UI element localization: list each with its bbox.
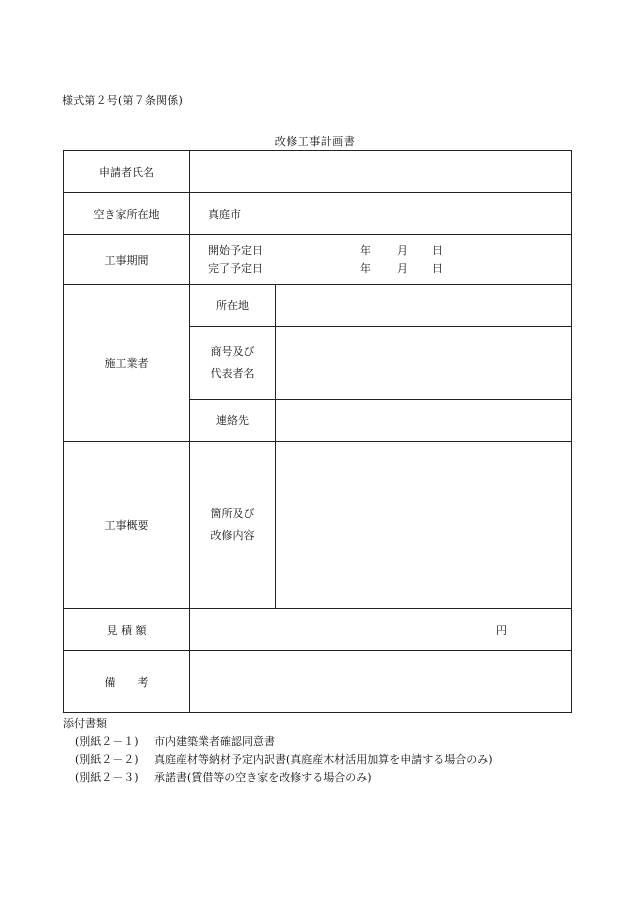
contractor-trade-name-field[interactable] bbox=[276, 327, 572, 400]
end-year-unit: 年 bbox=[360, 261, 371, 275]
contractor-trade-name-label bbox=[190, 327, 276, 400]
start-year-unit: 年 bbox=[360, 243, 371, 257]
remarks-label: 備 考 bbox=[64, 651, 190, 713]
construction-period-label: 工事期間 bbox=[64, 235, 190, 285]
vacant-house-location-field[interactable]: 真庭市 bbox=[190, 193, 572, 235]
contractor-label: 施工業者 bbox=[64, 285, 190, 442]
attachment-item bbox=[63, 733, 493, 751]
attachment-text: 承諾書(賃借等の空き家を改修する場合のみ) bbox=[154, 771, 372, 784]
estimate-label: 見 積 額 bbox=[64, 609, 190, 651]
yen-unit: 円 bbox=[496, 623, 507, 637]
contractor-location-label: 所在地 bbox=[190, 285, 276, 327]
end-month-unit: 月 bbox=[397, 261, 408, 275]
address-row bbox=[64, 193, 572, 235]
start-day-unit: 日 bbox=[432, 243, 443, 257]
construction-overview-label: 工事概要 bbox=[64, 442, 190, 609]
start-month-unit: 月 bbox=[397, 243, 408, 257]
contractor-location-field[interactable] bbox=[276, 285, 572, 327]
attachment-code: (別紙２－１) bbox=[75, 735, 139, 748]
overview-row bbox=[64, 442, 572, 609]
overview-sub-label bbox=[190, 442, 276, 609]
applicant-row bbox=[64, 151, 572, 193]
estimate-row bbox=[64, 609, 572, 651]
attachments-section bbox=[63, 715, 493, 787]
attachment-text: 市内建築業者確認同意書 bbox=[154, 735, 275, 748]
construction-overview-field[interactable] bbox=[276, 442, 572, 609]
attachments-heading: 添付書類 bbox=[63, 717, 107, 730]
construction-period-field[interactable] bbox=[190, 235, 572, 285]
start-date-line bbox=[208, 242, 571, 260]
attachment-item bbox=[63, 751, 493, 769]
attachment-text: 真庭産材等納材予定内訳書(真庭産木材活用加算を申請する場合のみ) bbox=[154, 753, 493, 766]
overview-sub-line2: 改修内容 bbox=[210, 529, 255, 542]
start-date-label: 開始予定日 bbox=[208, 243, 263, 257]
end-day-unit: 日 bbox=[432, 261, 443, 275]
end-date-line bbox=[208, 260, 571, 278]
remarks-field[interactable] bbox=[190, 651, 572, 713]
attachment-item bbox=[63, 769, 493, 787]
overview-sub-line1: 箇所及び bbox=[210, 507, 255, 520]
estimate-field[interactable] bbox=[190, 609, 572, 651]
contractor-contact-label: 連絡先 bbox=[190, 400, 276, 442]
vacant-house-location-label: 空き家所在地 bbox=[64, 193, 190, 235]
remarks-row bbox=[64, 651, 572, 713]
period-row bbox=[64, 235, 572, 285]
end-date-label: 完了予定日 bbox=[208, 261, 263, 275]
attachment-code: (別紙２－３) bbox=[75, 771, 139, 784]
contractor-name-line1: 商号及び bbox=[210, 345, 255, 358]
contractor-name-line2: 代表者名 bbox=[210, 367, 255, 380]
form-number: 様式第２号(第７条関係) bbox=[62, 94, 183, 107]
contractor-contact-field[interactable] bbox=[276, 400, 572, 442]
document-title: 改修工事計画書 bbox=[274, 135, 356, 148]
attachment-code: (別紙２－２) bbox=[75, 753, 139, 766]
applicant-name-label: 申請者氏名 bbox=[64, 151, 190, 193]
contractor-location-row bbox=[64, 285, 572, 327]
plan-form-table bbox=[63, 150, 572, 713]
applicant-name-field[interactable] bbox=[190, 151, 572, 193]
